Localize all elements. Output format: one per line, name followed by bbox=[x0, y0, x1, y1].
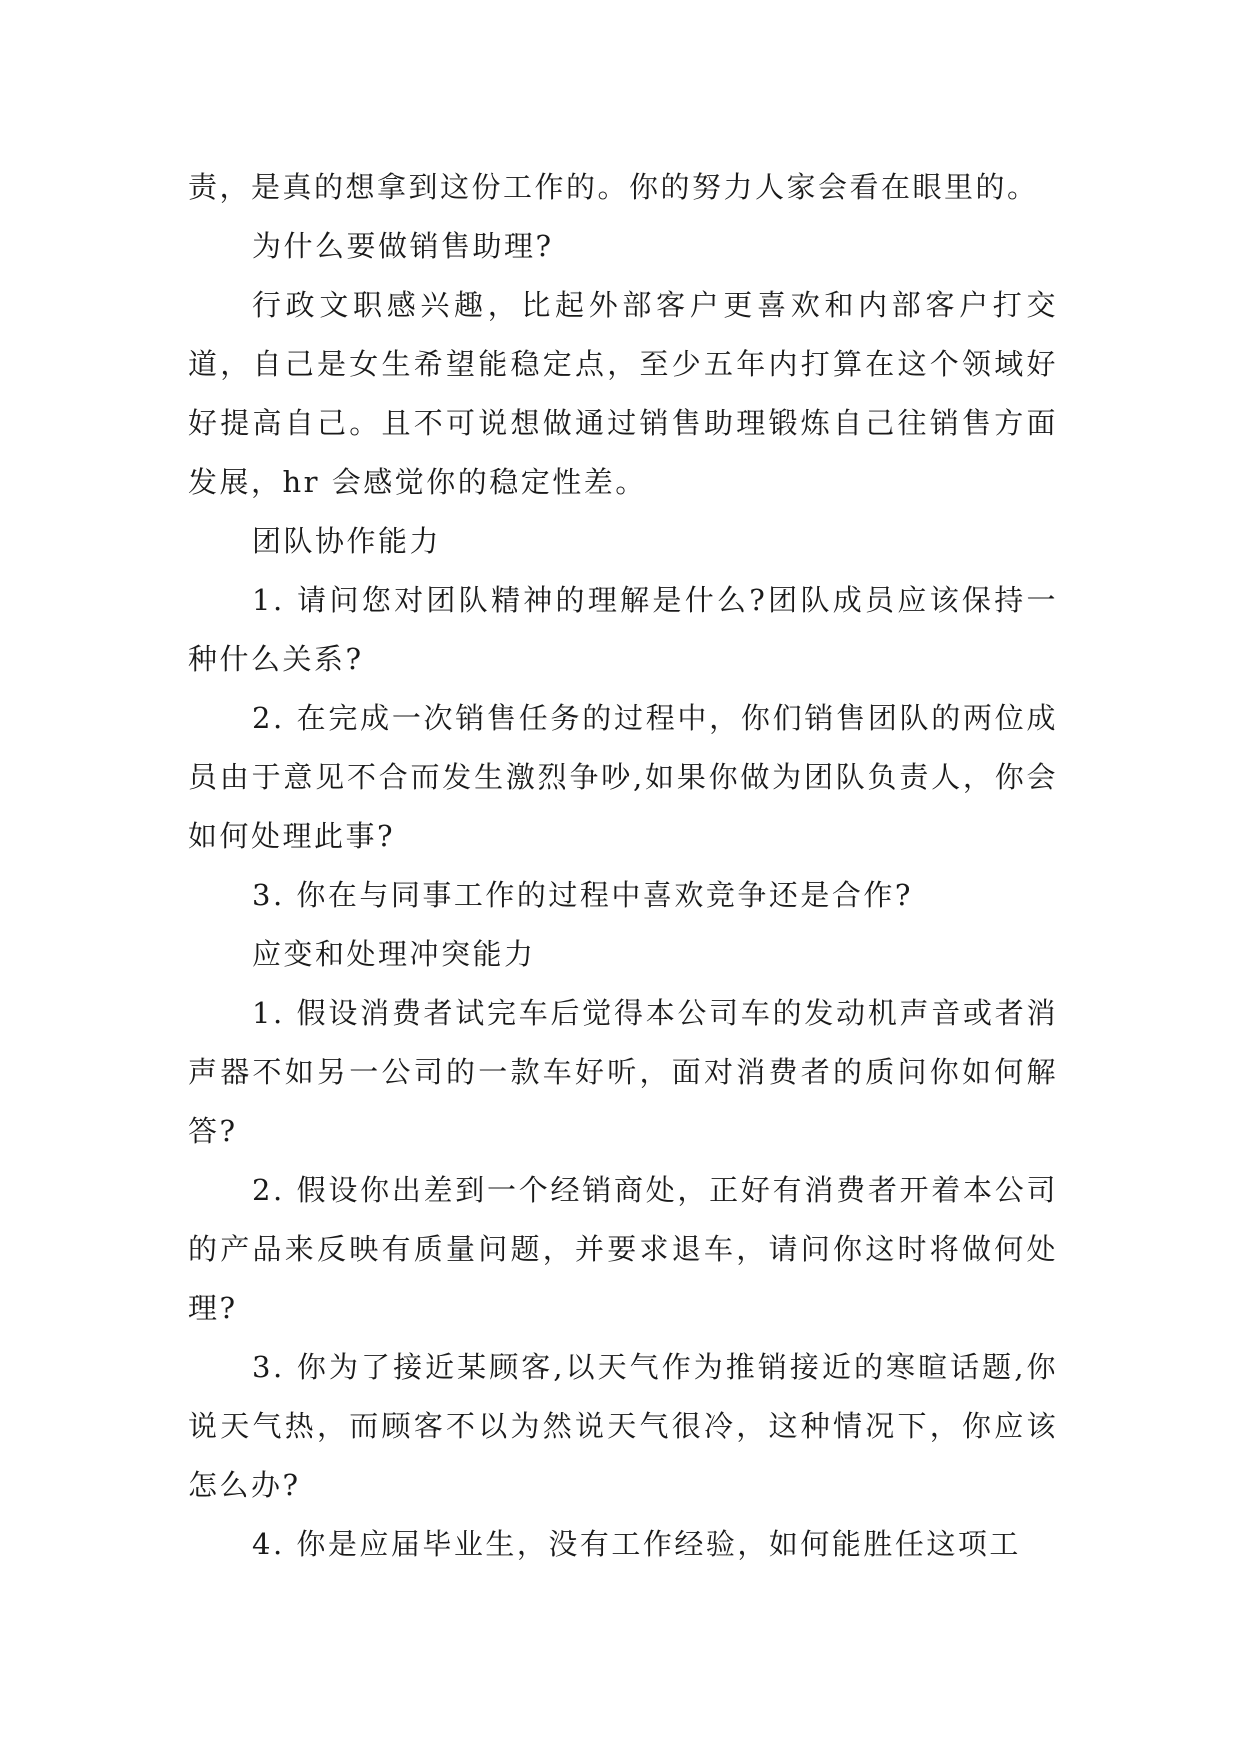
paragraph-question-why-sales-assistant: 为什么要做销售助理? bbox=[252, 229, 554, 263]
teamwork-question-3: 3. 你在与同事工作的过程中喜欢竞争还是合作? bbox=[252, 878, 913, 912]
teamwork-question-2: 2. 在完成一次销售任务的过程中，你们销售团队的两位成员由于意见不合而发生激烈争吵,如果你做为团队负责人，你会如何处理此事? bbox=[188, 701, 1058, 853]
conflict-question-2: 2. 假设你出差到一个经销商处，正好有消费者开着本公司的产品来反映有质量问题，并要求退车，请问你这时将做何处理? bbox=[188, 1173, 1058, 1325]
paragraph-answer-admin-interest: 行政文职感兴趣，比起外部客户更喜欢和内部客户打交道，自己是女生希望能稳定点，至少五年内打算在这个领域好好提高自己。且不可说想做通过销售助理锻炼自己往销售方面发展，hr 会感觉你的稳定性差。 bbox=[188, 288, 1058, 499]
conflict-question-4: 4. 你是应届毕业生，没有工作经验，如何能胜任这项工 bbox=[252, 1527, 1021, 1561]
document-body bbox=[188, 158, 1058, 1574]
paragraph-continuation: 责，是真的想拿到这份工作的。你的努力人家会看在眼里的。 bbox=[188, 170, 1039, 204]
conflict-question-1: 1. 假设消费者试完车后觉得本公司车的发动机声音或者消声器不如另一公司的一款车好听，面对消费者的质问你如何解答? bbox=[188, 996, 1058, 1148]
section-heading-conflict-handling: 应变和处理冲突能力 bbox=[252, 937, 536, 971]
conflict-question-3: 3. 你为了接近某顾客,以天气作为推销接近的寒暄话题,你说天气热，而顾客不以为然说天气很冷，这种情况下，你应该怎么办? bbox=[188, 1350, 1058, 1502]
teamwork-question-1: 1. 请问您对团队精神的理解是什么?团队成员应该保持一种什么关系? bbox=[188, 583, 1058, 676]
section-heading-teamwork: 团队协作能力 bbox=[252, 524, 442, 558]
